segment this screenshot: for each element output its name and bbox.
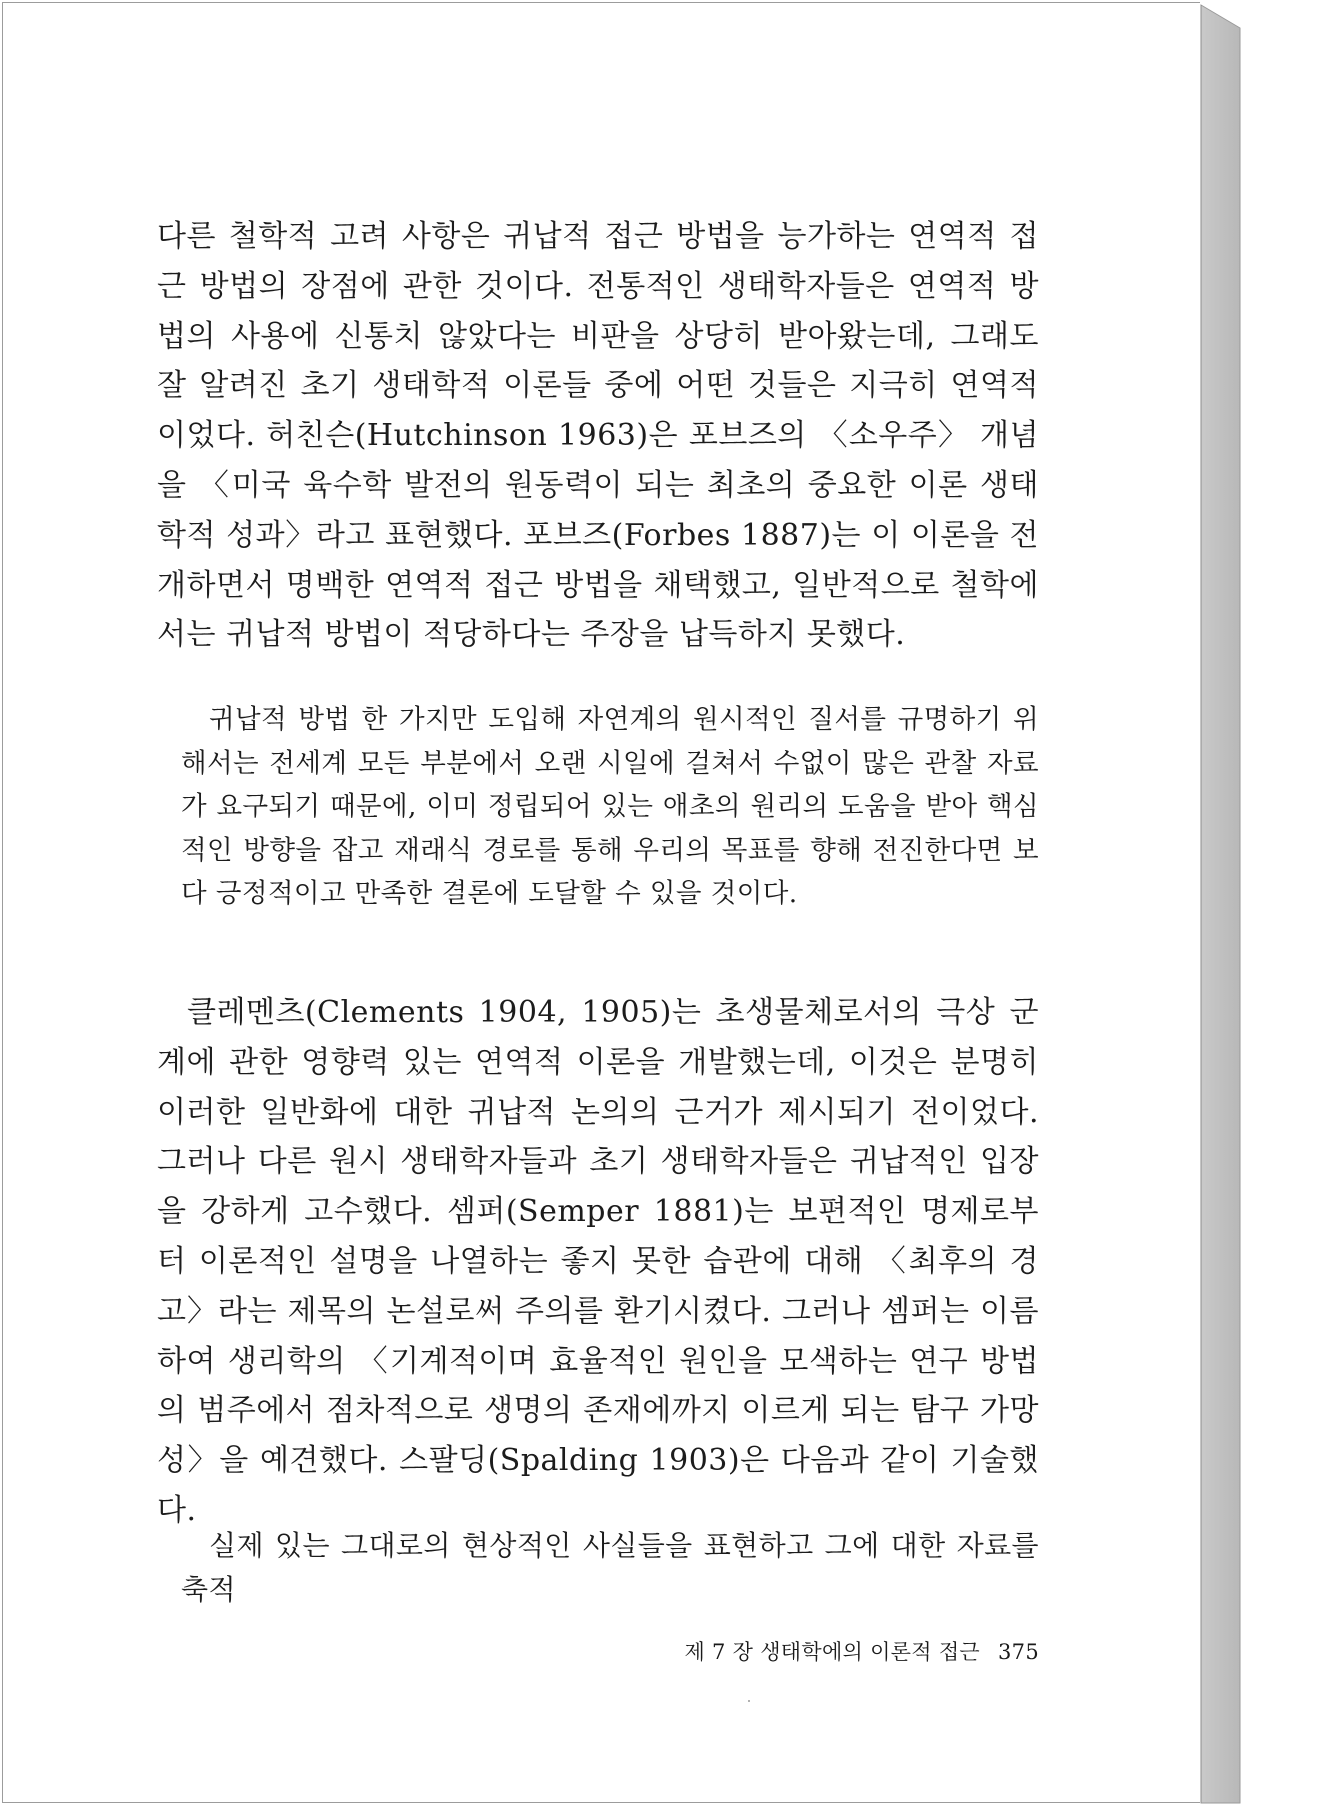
page-number: 375 (998, 1640, 1039, 1664)
block-quote-2: 실제 있는 그대로의 현상적인 사실들을 표현하고 그에 대한 자료를 축적 (181, 1529, 1039, 1606)
block-quote: 귀납적 방법 한 가지만 도입해 자연계의 원시적인 질서를 규명하기 위해서는 전세계 모든 부분에서 오랜 시일에 걸쳐서 수없이 많은 관찰 자료가 요구되기 때문에, 이미 정립되어 있는 애초의 원리의 도움을 받아 핵심적인 방향을 잡고 재래식 경로를 통해 우리의 목표를 향해 전진한다면 보다 긍정적이고 만족한 결론에 도달할 수 있을 것이다. (181, 704, 1039, 909)
scan-speck (748, 1700, 750, 1702)
paragraph-2: 클레멘츠(Clements 1904, 1905)는 초생물체로서의 극상 군계에 관한 영향력 있는 연역적 이론을 개발했는데, 이것은 분명히 이러한 일반화에 대한 귀납적 논의의 근거가 제시되기 전이었다. 그러나 다른 원시 생태학자들과 초기 생태학자들은 귀납적인 입장을 강하게 고수했다. 셈퍼(Semper 1881)는 보편적인 명제로부터 이론적인 설명을 나열하는 좋지 못한 습관에 대해 〈최후의 경고〉라는 제목의 논설로써 주의를 환기시켰다. 그러나 셈퍼는 이름하여 생리학의 〈기계적이며 효율적인 원인을 모색하는 연구 방법의 범주에서 점차적으로 생명의 존재에까지 이르게 되는 탐구 가망성〉을 예견했다. 스팔딩(Spalding 1903)은 다음과 같이 기술했다. (157, 995, 1039, 1528)
page-footer (684, 1636, 1039, 1666)
paragraph-2-container (157, 988, 1039, 1536)
paragraph-1: 다른 철학적 고려 사항은 귀납적 접근 방법을 능가하는 연역적 접근 방법의 장점에 관한 것이다. 전통적인 생태학자들은 연역적 방법의 사용에 신통치 않았다는 비판을 상당히 받아왔는데, 그래도 잘 알려진 초기 생태학적 이론들 중에 어떤 것들은 지극히 연역적이었다. 허친슨(Hutchinson 1963)은 포브즈의 〈소우주〉 개념을 〈미국 육수학 발전의 원동력이 되는 최초의 중요한 이론 생태학적 성과〉라고 표현했다. 포브즈(Forbes 1887)는 이 이론을 전개하면서 명백한 연역적 접근 방법을 채택했고, 일반적으로 철학에서는 귀납적 방법이 적당하다는 주장을 납득하지 못했다. (157, 219, 1039, 653)
paragraph-1-container (157, 212, 1039, 660)
running-head: 제 7 장 생태학에의 이론적 접근 (684, 1640, 981, 1664)
page-edge (1200, 0, 1290, 1806)
